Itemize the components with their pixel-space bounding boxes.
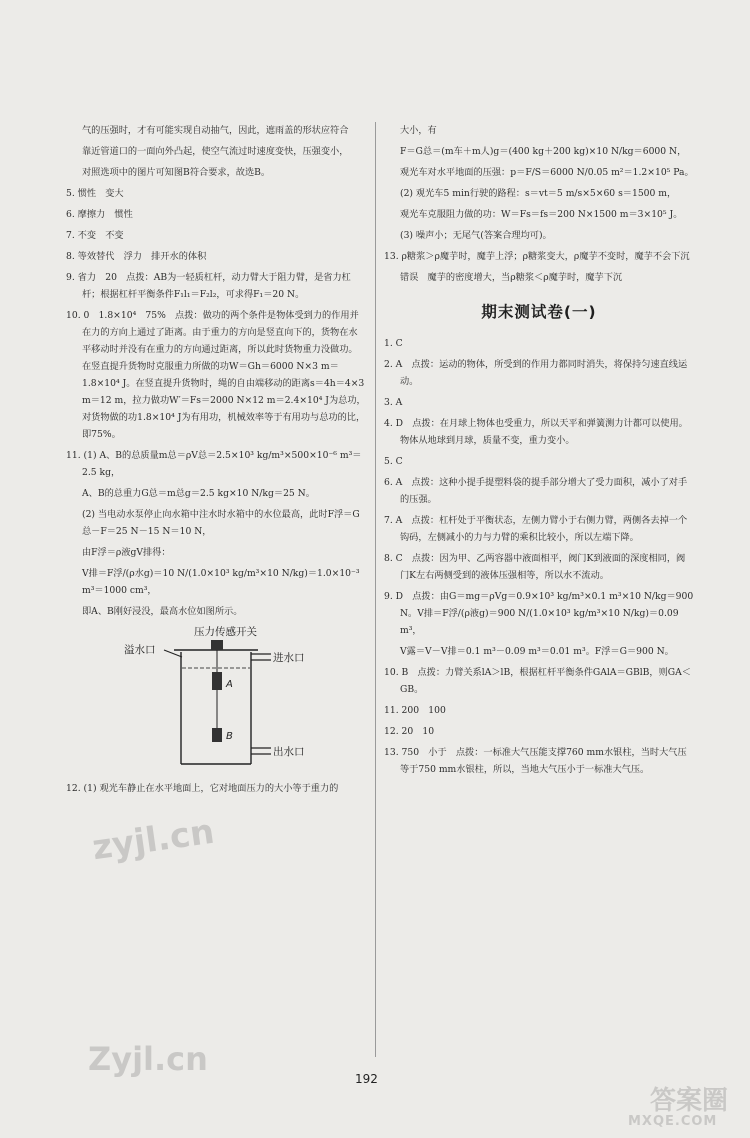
inlet-label: 进水口 xyxy=(273,652,305,664)
right-column xyxy=(384,122,697,782)
page-number: 192 xyxy=(355,1072,378,1086)
right-top-7: 错误 魔芋的密度增大，当ρ糖浆＜ρ魔芋时，魔芋下沉 xyxy=(400,272,623,283)
left-line-2: 对照选项中的图片可知图B符合要求，故选B。 xyxy=(82,167,271,178)
right-top-2: 观光车对水平地面的压强：p＝F/S＝6000 N/0.05 m²＝1.2×10⁵ Pa。 xyxy=(400,167,694,178)
test-item-9-cont: V露＝V－V排＝0.1 m³－0.09 m³＝0.01 m³。F浮＝G＝900 N。 xyxy=(400,646,674,657)
answer-item-10: 10. 0 1.8×10⁴ 75% 点拨：做功的两个条件是物体受到力的作用并在力的方向上通过了距离。由于重力的方向是竖直向下的，货物在水平移动时并没有在重力的方向通过距离，所以此时货物重力没做功。在竖直提升货物时克服重力所做的功W＝Gh＝6000 N×3 m＝1.8×10⁴ J。在竖直提升货物时，绳的自由端移动的距离s＝4h＝4×3 m＝12 m，拉力做功W′＝Fs＝2000 N×12 m＝2.4×10⁴ J为总功，对货物做的功1.8×10⁴ J为有用功，机械效率等于有用功与总功的比，即75%。 xyxy=(66,310,368,440)
answer-item-8: 8. 等效替代 浮力 排开水的体积 xyxy=(66,251,207,262)
sensor-label: 压力传感开关 xyxy=(194,626,257,638)
answer-item-6: 6. 摩擦力 惯性 xyxy=(66,209,133,220)
test-item-11: 11. 200 100 xyxy=(384,705,446,716)
column-divider xyxy=(375,122,376,1057)
test-item-9: 9. D 点拨：由G＝mg＝ρVg＝0.9×10³ kg/m³×0.1 m³×10 N/kg＝900 N。V排＝F浮/(ρ液g)＝900 N/(1.0×10³ kg/m³×10 N/kg)＝0.09 m³， xyxy=(384,591,697,636)
test-item-13: 13. 750 小于 点拨：一标准大气压能支撑760 mm水银柱，当时大气压等于750 mm水银柱，所以，当地大气压小于一标准大气压。 xyxy=(384,747,687,775)
test-item-4: 4. D 点拨：在月球上物体也受重力，所以天平和弹簧测力计都可以使用。物体从地球到月球，质量不变，重力变小。 xyxy=(384,418,688,446)
test-item-6: 6. A 点拨：这种小提手提塑料袋的提手部分增大了受力面积，减小了对手的压强。 xyxy=(384,477,688,505)
test-item-12: 12. 20 10 xyxy=(384,726,435,737)
right-top-1: F＝G总＝(m车＋m人)g＝(400 kg＋200 kg)×10 N/kg＝6000 N， xyxy=(400,146,687,157)
answer-item-9: 9. 省力 20 点拨：AB为一轻质杠杆，动力臂大于阻力臂，是省力杠杆；根据杠杆平衡条件F₁l₁＝F₂l₂，可求得F₁＝20 N。 xyxy=(66,272,351,300)
watermark-mxqe: MXQE.COM xyxy=(628,1114,718,1129)
watermark-zyjl-bottom: Zyjl.cn xyxy=(88,1040,208,1078)
watermark-zyjl: zyjl.cn xyxy=(89,811,217,869)
test-item-10: 10. B 点拨：力臂关系lA＞lB，根据杠杆平衡条件GAlA＝GBlB，则GA＜GB。 xyxy=(384,667,691,695)
left-column xyxy=(66,122,366,801)
block-b-label: B xyxy=(226,731,233,742)
left-line-0: 气的压强时，才有可能实现自动抽气，因此，遮雨盖的形状应符合 xyxy=(82,125,349,136)
answer-item-7: 7. 不变 不变 xyxy=(66,230,124,241)
right-top-0: 大小，有 xyxy=(400,125,437,136)
left-line-14: 即A、B刚好浸没，最高水位如图所示。 xyxy=(82,606,243,617)
block-a-label: A xyxy=(226,679,233,690)
left-line-13: V排＝F浮/(ρ水g)＝10 N/(1.0×10³ kg/m³×10 N/kg)＝1.0×10⁻³ m³＝1000 cm³， xyxy=(82,568,363,596)
left-line-11: (2) 当电动水泵停止向水箱中注水时水箱中的水位最高，此时F浮＝G总－F＝25 N－15 N＝10 N， xyxy=(82,509,360,537)
left-line-1: 靠近管道口的一面向外凸起，使空气流过时速度变快，压强变小， xyxy=(82,146,349,157)
answer-item-13: 13. ρ糖浆＞ρ魔芋时，魔芋上浮；ρ糖浆变大，ρ魔芋不变时，魔芋不会下沉 xyxy=(384,251,690,262)
test-item-2: 2. A 点拨：运动的物体，所受到的作用力都同时消失，将保持匀速直线运动。 xyxy=(384,359,688,387)
test-item-1: 1. C xyxy=(384,338,403,349)
overflow-label: 溢水口 xyxy=(124,644,156,656)
test-item-7: 7. A 点拨：杠杆处于平衡状态，左侧力臂小于右侧力臂，两侧各去掉一个钩码，左侧减小的力与力臂的乘积比较小，所以左端下降。 xyxy=(384,515,688,543)
section-title: 期末测试卷(一) xyxy=(481,303,597,321)
test-item-8: 8. C 点拨：因为甲、乙两容器中液面相平，阀门K到液面的深度相同，阀门K左右两侧受到的液体压强相等，所以水不流动。 xyxy=(384,553,686,581)
answer-item-11: 11. (1) A、B的总质量m总＝ρV总＝2.5×10³ kg/m³×500×10⁻⁶ m³＝2.5 kg， xyxy=(66,450,362,478)
right-top-4: 观光车克服阻力做的功：W＝Fs＝fs＝200 N×1500 m＝3×10⁵ J。 xyxy=(400,209,683,220)
water-tank-diagram xyxy=(66,624,366,774)
right-top-3: (2) 观光车5 min行驶的路程：s＝vt＝5 m/s×5×60 s＝1500 m， xyxy=(400,188,677,199)
left-line-12: 由F浮＝ρ液gV排得： xyxy=(82,547,171,558)
answer-item-5: 5. 惯性 变大 xyxy=(66,188,124,199)
watermark-logo: 答案圈 xyxy=(650,1086,729,1116)
test-item-3: 3. A xyxy=(384,397,403,408)
left-line-10: A、B的总重力G总＝m总g＝2.5 kg×10 N/kg＝25 N。 xyxy=(82,488,315,499)
answer-item-12: 12. (1) 观光车静止在水平地面上，它对地面压力的大小等于重力的 xyxy=(66,783,339,794)
water-tank-figure xyxy=(66,624,366,774)
right-top-5: (3) 噪声小；无尾气(答案合理均可)。 xyxy=(400,230,552,241)
test-item-5: 5. C xyxy=(384,456,403,467)
outlet-label: 出水口 xyxy=(273,746,305,758)
